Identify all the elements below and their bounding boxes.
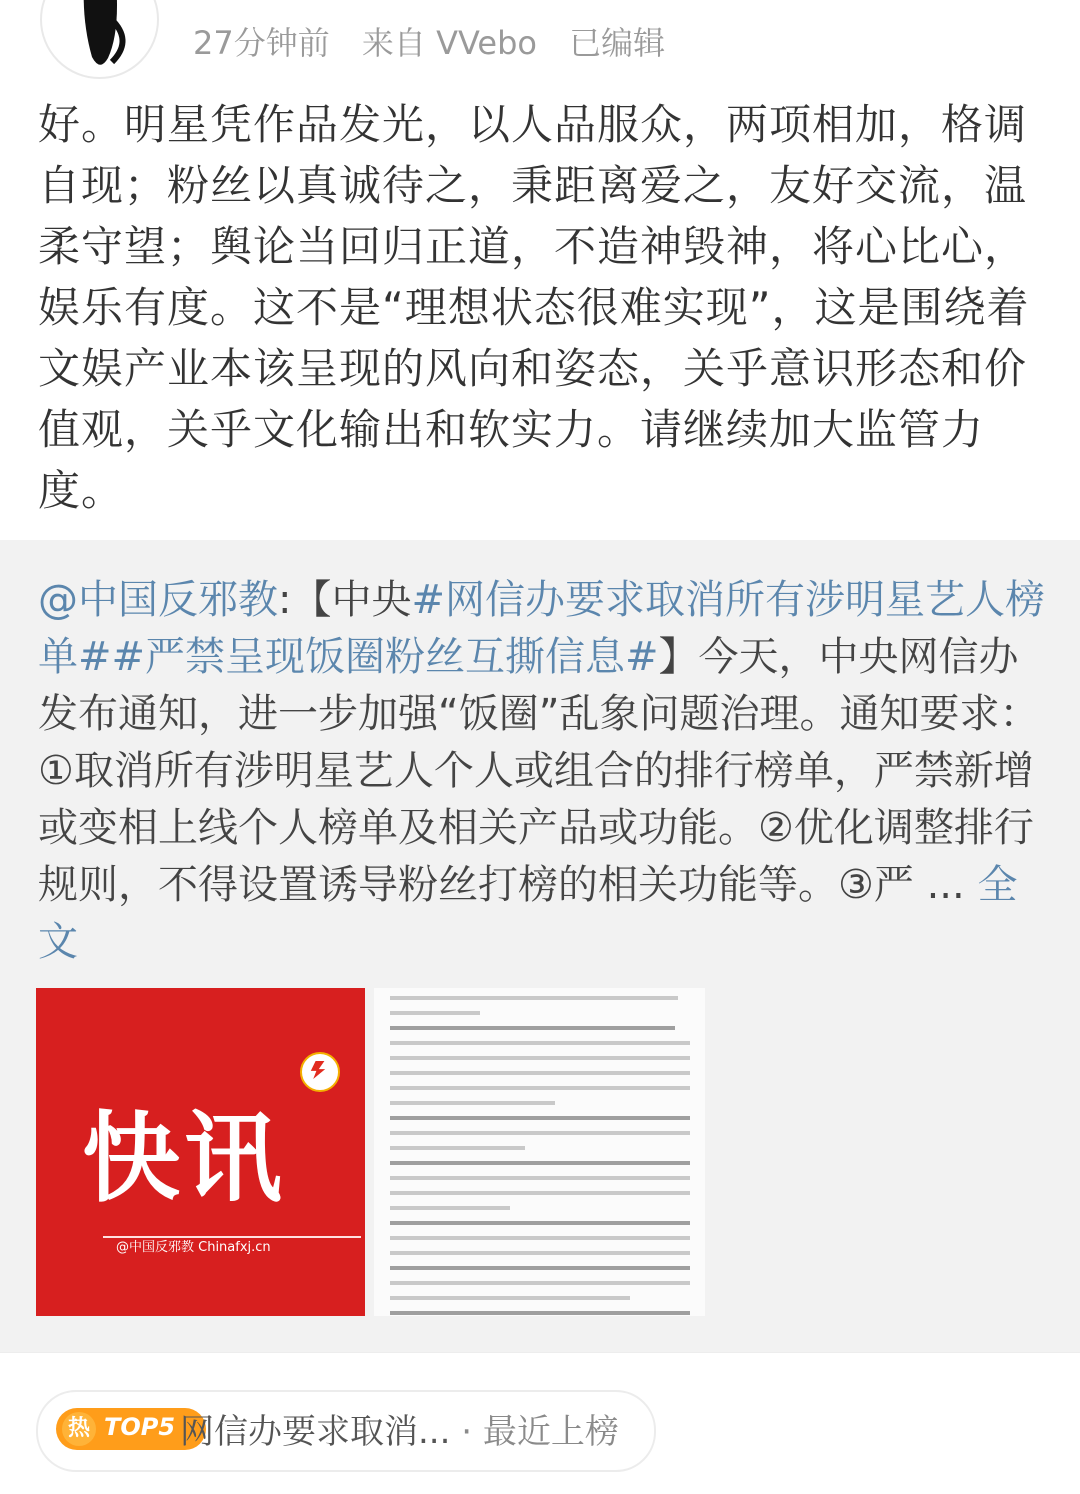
cat-silhouette-icon [42,0,157,77]
news-logo-icon [300,1052,340,1092]
hot-topic-text [180,1404,619,1453]
post-meta [193,18,687,64]
hot-topic-sub: · 最近上榜 [461,1412,619,1452]
repost-text [38,572,1053,971]
hot-search-chip[interactable] [36,1390,656,1472]
topic-link-1[interactable]: #网信办要求取消所有涉明星艺人榜单# [38,577,1045,680]
post-body: 好。明星凭作品发光，以人品服众，两项相加，格调自现；粉丝以真诚待之，秉距离爱之，友好交流，温柔守望；舆论当回归正道，不造神毁神，将心比心，娱乐有度。这不是“理想状态很难实现”，这是围绕着文娱产业本该呈现的风向和姿态，关乎意识形态和价值观，关乎文化输出和软实力。请继续加大监管力度。 [38,100,1030,515]
document-image-thumbnail[interactable] [374,988,705,1316]
post-time: 27分钟前 [193,24,330,62]
news-image-caption: @中国反邪教 Chinafxj.cn [116,1240,271,1255]
full-text-link[interactable]: 全文 [38,862,1018,965]
hot-icon: 热 [62,1412,96,1446]
avatar[interactable] [40,0,159,79]
repost-author-link[interactable]: @中国反邪教 [38,577,278,623]
hot-topic-title: 网信办要求取消... [180,1412,451,1452]
news-image-thumbnail[interactable] [36,988,365,1316]
repost-body: 】今天，中央网信办发布通知，进一步加强“饭圈”乱象问题治理。通知要求：①取消所有涉明星艺人个人或组合的排行榜单，严禁新增或变相上线个人榜单及相关产品或功能。②优化调整排行规则，不得设置诱导粉丝打榜的相关功能等。③严 ... [38,634,1040,908]
repost-colon: : [278,577,292,623]
post-source[interactable]: 来自 VVebo [361,24,537,62]
document-text-lines [390,996,690,1316]
divider [0,1352,1080,1353]
repost-bracket: 【中央 [291,577,412,623]
topic-link-2[interactable]: #严禁呈现饭圈粉丝互撕信息# [111,634,659,680]
post-header [0,0,1080,80]
repost-card[interactable] [0,540,1080,1352]
top-rank-label: TOP5 [104,1413,176,1441]
edited-label[interactable]: 已编辑 [569,24,666,62]
news-image-title: 快讯 [82,1102,287,1216]
